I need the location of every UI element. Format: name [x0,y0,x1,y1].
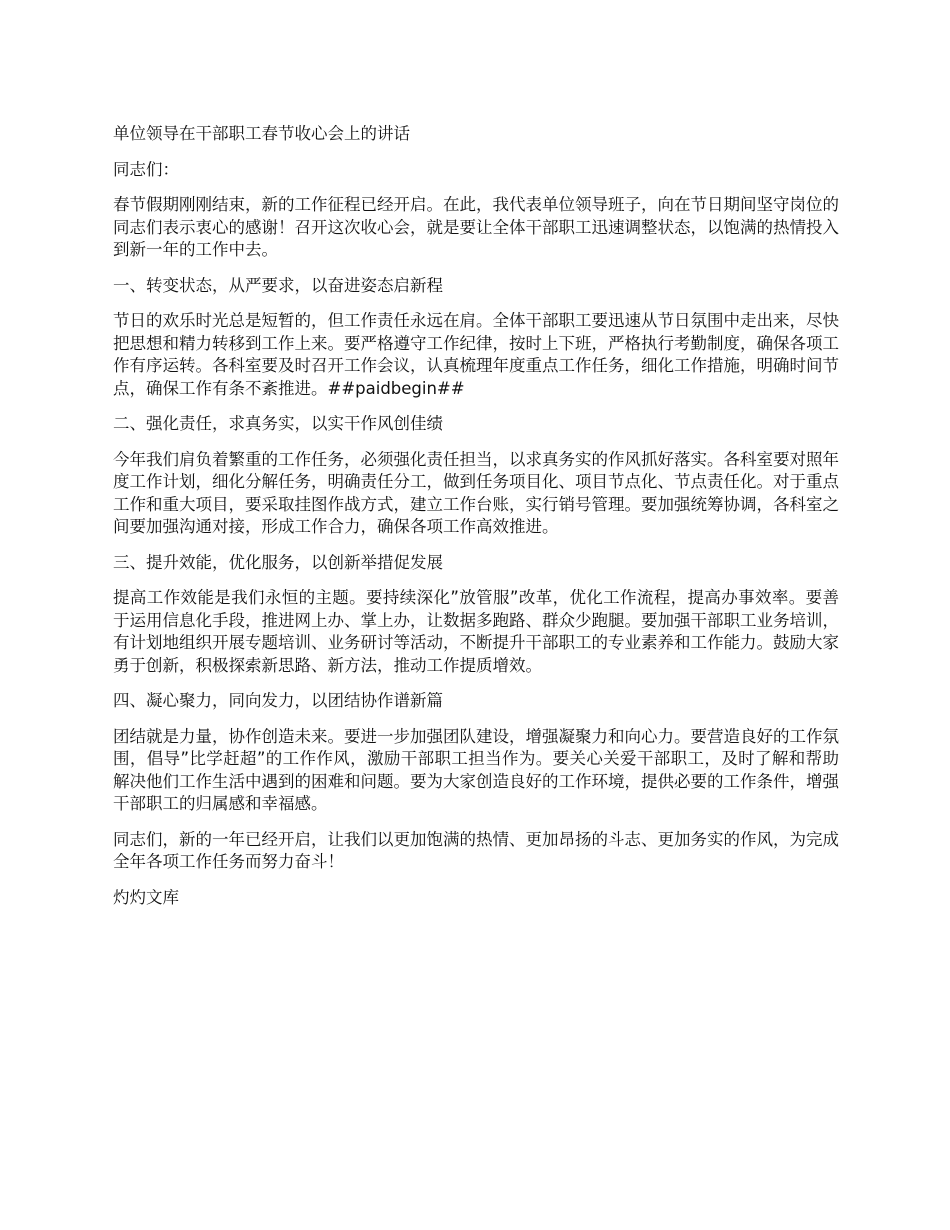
intro-paragraph: 春节假期刚刚结束，新的工作征程已经开启。在此，我代表单位领导班子，向在节日期间坚守岗位的同志们表示衷心的感谢！召开这次收心会，就是要让全体干部职工迅速调整状态，以饱满的热情投入到新一年的工作中去。 [113,195,839,259]
section-body-3: 提高工作效能是我们永恒的主题。要持续深化”放管服”改革，优化工作流程，提高办事效率。要善于运用信息化手段，推进网上办、掌上办，让数据多跑路、群众少跑腿。要加强干部职工业务培训，有计划地组织开展专题培训、业务研讨等活动，不断提升干部职工的专业素养和工作能力。鼓励大家勇于创新，积极探索新思路、新方法，推动工作提质增效。 [113,588,839,675]
section-body-2: 今年我们肩负着繁重的工作任务，必须强化责任担当，以求真务实的作风抓好落实。各科室要对照年度工作计划，细化分解任务，明确责任分工，做到任务项目化、项目节点化、节点责任化。对于重点工作和重大项目，要采取挂图作战方式，建立工作台账，实行销号管理。要加强统筹协调，各科室之间要加强沟通对接，形成工作合力，确保各项工作高效推进。 [113,449,839,536]
section-heading-2: 二、强化责任，求真务实，以实干作风创佳绩 [113,414,443,433]
source-label: 灼灼文库 [113,887,179,907]
section-heading-4: 四、凝心聚力，同向发力，以团结协作谱新篇 [113,691,443,710]
section-heading-1: 一、转变状态，从严要求，以奋进姿态启新程 [113,275,443,295]
section-body-1: 节日的欢乐时光总是短暂的，但工作责任永远在肩。全体干部职工要迅速从节日氛围中走出来，尽快把思想和精力转移到工作上来。要严格遵守工作纪律，按时上下班，严格执行考勤制度，确保各项工作有序运转。各科室要及时召开工作会议，认真梳理年度重点工作任务，细化工作措施，明确时间节点，确保工作有条不紊推进。##paidbegin## [113,311,839,398]
document-title: 单位领导在干部职工春节收心会上的讲话 [113,124,410,143]
closing-paragraph: 同志们，新的一年已经开启，让我们以更加饱满的热情、更加昂扬的斗志、更加务实的作风，为完成全年各项工作任务而努力奋斗！ [113,829,839,871]
section-heading-3: 三、提升效能，优化服务，以创新举措促发展 [113,552,443,572]
section-body-4: 团结就是力量，协作创造未来。要进一步加强团队建设，增强凝聚力和向心力。要营造良好的工作氛围，倡导”比学赶超”的工作作风，激励干部职工担当作为。要关心关爱干部职工，及时了解和帮助解决他们工作生活中遇到的困难和问题。要为大家创造良好的工作环境，提供必要的工作条件，增强干部职工的归属感和幸福感。 [113,726,839,813]
document-page [113,123,839,922]
salutation: 同志们： [113,159,179,179]
